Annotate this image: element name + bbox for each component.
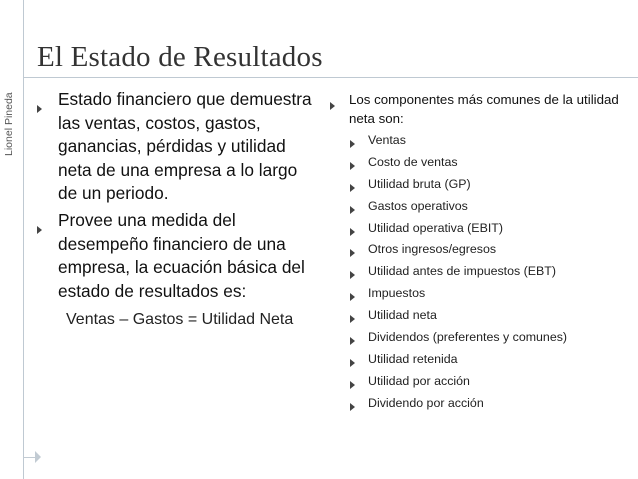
- right-column: [330, 90, 630, 417]
- list-item: [330, 395, 630, 417]
- right-heading: [330, 90, 630, 128]
- bullet-arrow-icon: [350, 355, 355, 371]
- list-item: [330, 373, 630, 395]
- list-item-text: Utilidad retenida: [368, 351, 458, 366]
- list-item-text: Gastos operativos: [368, 198, 468, 213]
- list-item: [330, 241, 630, 263]
- bullet-arrow-icon: [350, 377, 355, 393]
- left-bullet-1-text: Estado financiero que demuestra las ventas, costos, gastos, ganancias, pérdidas y utilidad neta de una empresa a lo largo de un periodo.: [58, 89, 312, 204]
- equation: Ventas – Gastos = Utilidad Neta: [66, 311, 294, 329]
- list-item-text: Utilidad operativa (EBIT): [368, 220, 503, 235]
- right-heading-text: Los componentes más comunes de la utilidad neta son:: [349, 92, 619, 126]
- bullet-arrow-icon: [350, 311, 355, 327]
- bullet-arrow-icon: [350, 158, 355, 174]
- bullet-arrow-icon: [37, 96, 42, 120]
- list-item: [330, 220, 630, 242]
- list-item: [330, 329, 630, 351]
- nav-rule: [23, 457, 35, 458]
- left-bullet-1: [37, 88, 312, 206]
- list-item: [330, 263, 630, 285]
- bullet-arrow-icon: [350, 245, 355, 261]
- list-item-text: Utilidad antes de impuestos (EBT): [368, 264, 557, 279]
- list-item: [330, 154, 630, 176]
- bullet-arrow-icon: [350, 136, 355, 152]
- list-item: [330, 198, 630, 220]
- bullet-arrow-icon: [37, 217, 42, 241]
- components-list: [330, 132, 630, 417]
- list-item-text: Costo de ventas: [368, 154, 458, 169]
- left-bullet-2: [37, 209, 312, 303]
- list-item: [330, 132, 630, 154]
- list-item-text: Utilidad por acción: [368, 373, 470, 388]
- list-item: [330, 351, 630, 373]
- author-label: Lionel Pineda: [3, 92, 15, 156]
- list-item-text: Utilidad bruta (GP): [368, 176, 471, 191]
- left-column: [37, 88, 312, 331]
- bullet-arrow-icon: [350, 267, 355, 283]
- bullet-arrow-icon: [330, 96, 335, 115]
- list-item-text: Ventas: [368, 133, 406, 147]
- list-item-text: Dividendos (preferentes y comunes): [368, 330, 568, 345]
- slide-title: El Estado de Resultados: [37, 41, 323, 73]
- list-item: [330, 307, 630, 329]
- list-item-text: Dividendo por acción: [368, 395, 484, 410]
- bullet-arrow-icon: [350, 202, 355, 218]
- bullet-arrow-icon: [350, 224, 355, 240]
- list-item: [330, 285, 630, 307]
- bullet-arrow-icon: [350, 399, 355, 415]
- bullet-arrow-icon: [350, 289, 355, 305]
- left-bullet-2-text: Provee una medida del desempeño financiero de una empresa, la ecuación básica del estado de resultados es:: [58, 209, 305, 301]
- list-item-text: Utilidad neta: [368, 308, 437, 323]
- list-item-text: Impuestos: [368, 286, 426, 301]
- bullet-arrow-icon: [350, 333, 355, 349]
- left-rule: [23, 0, 24, 479]
- title-rule: [23, 77, 638, 78]
- bullet-arrow-icon: [350, 180, 355, 196]
- list-item-text: Otros ingresos/egresos: [368, 242, 497, 257]
- list-item: [330, 176, 630, 198]
- nav-arrow-icon[interactable]: [35, 451, 41, 463]
